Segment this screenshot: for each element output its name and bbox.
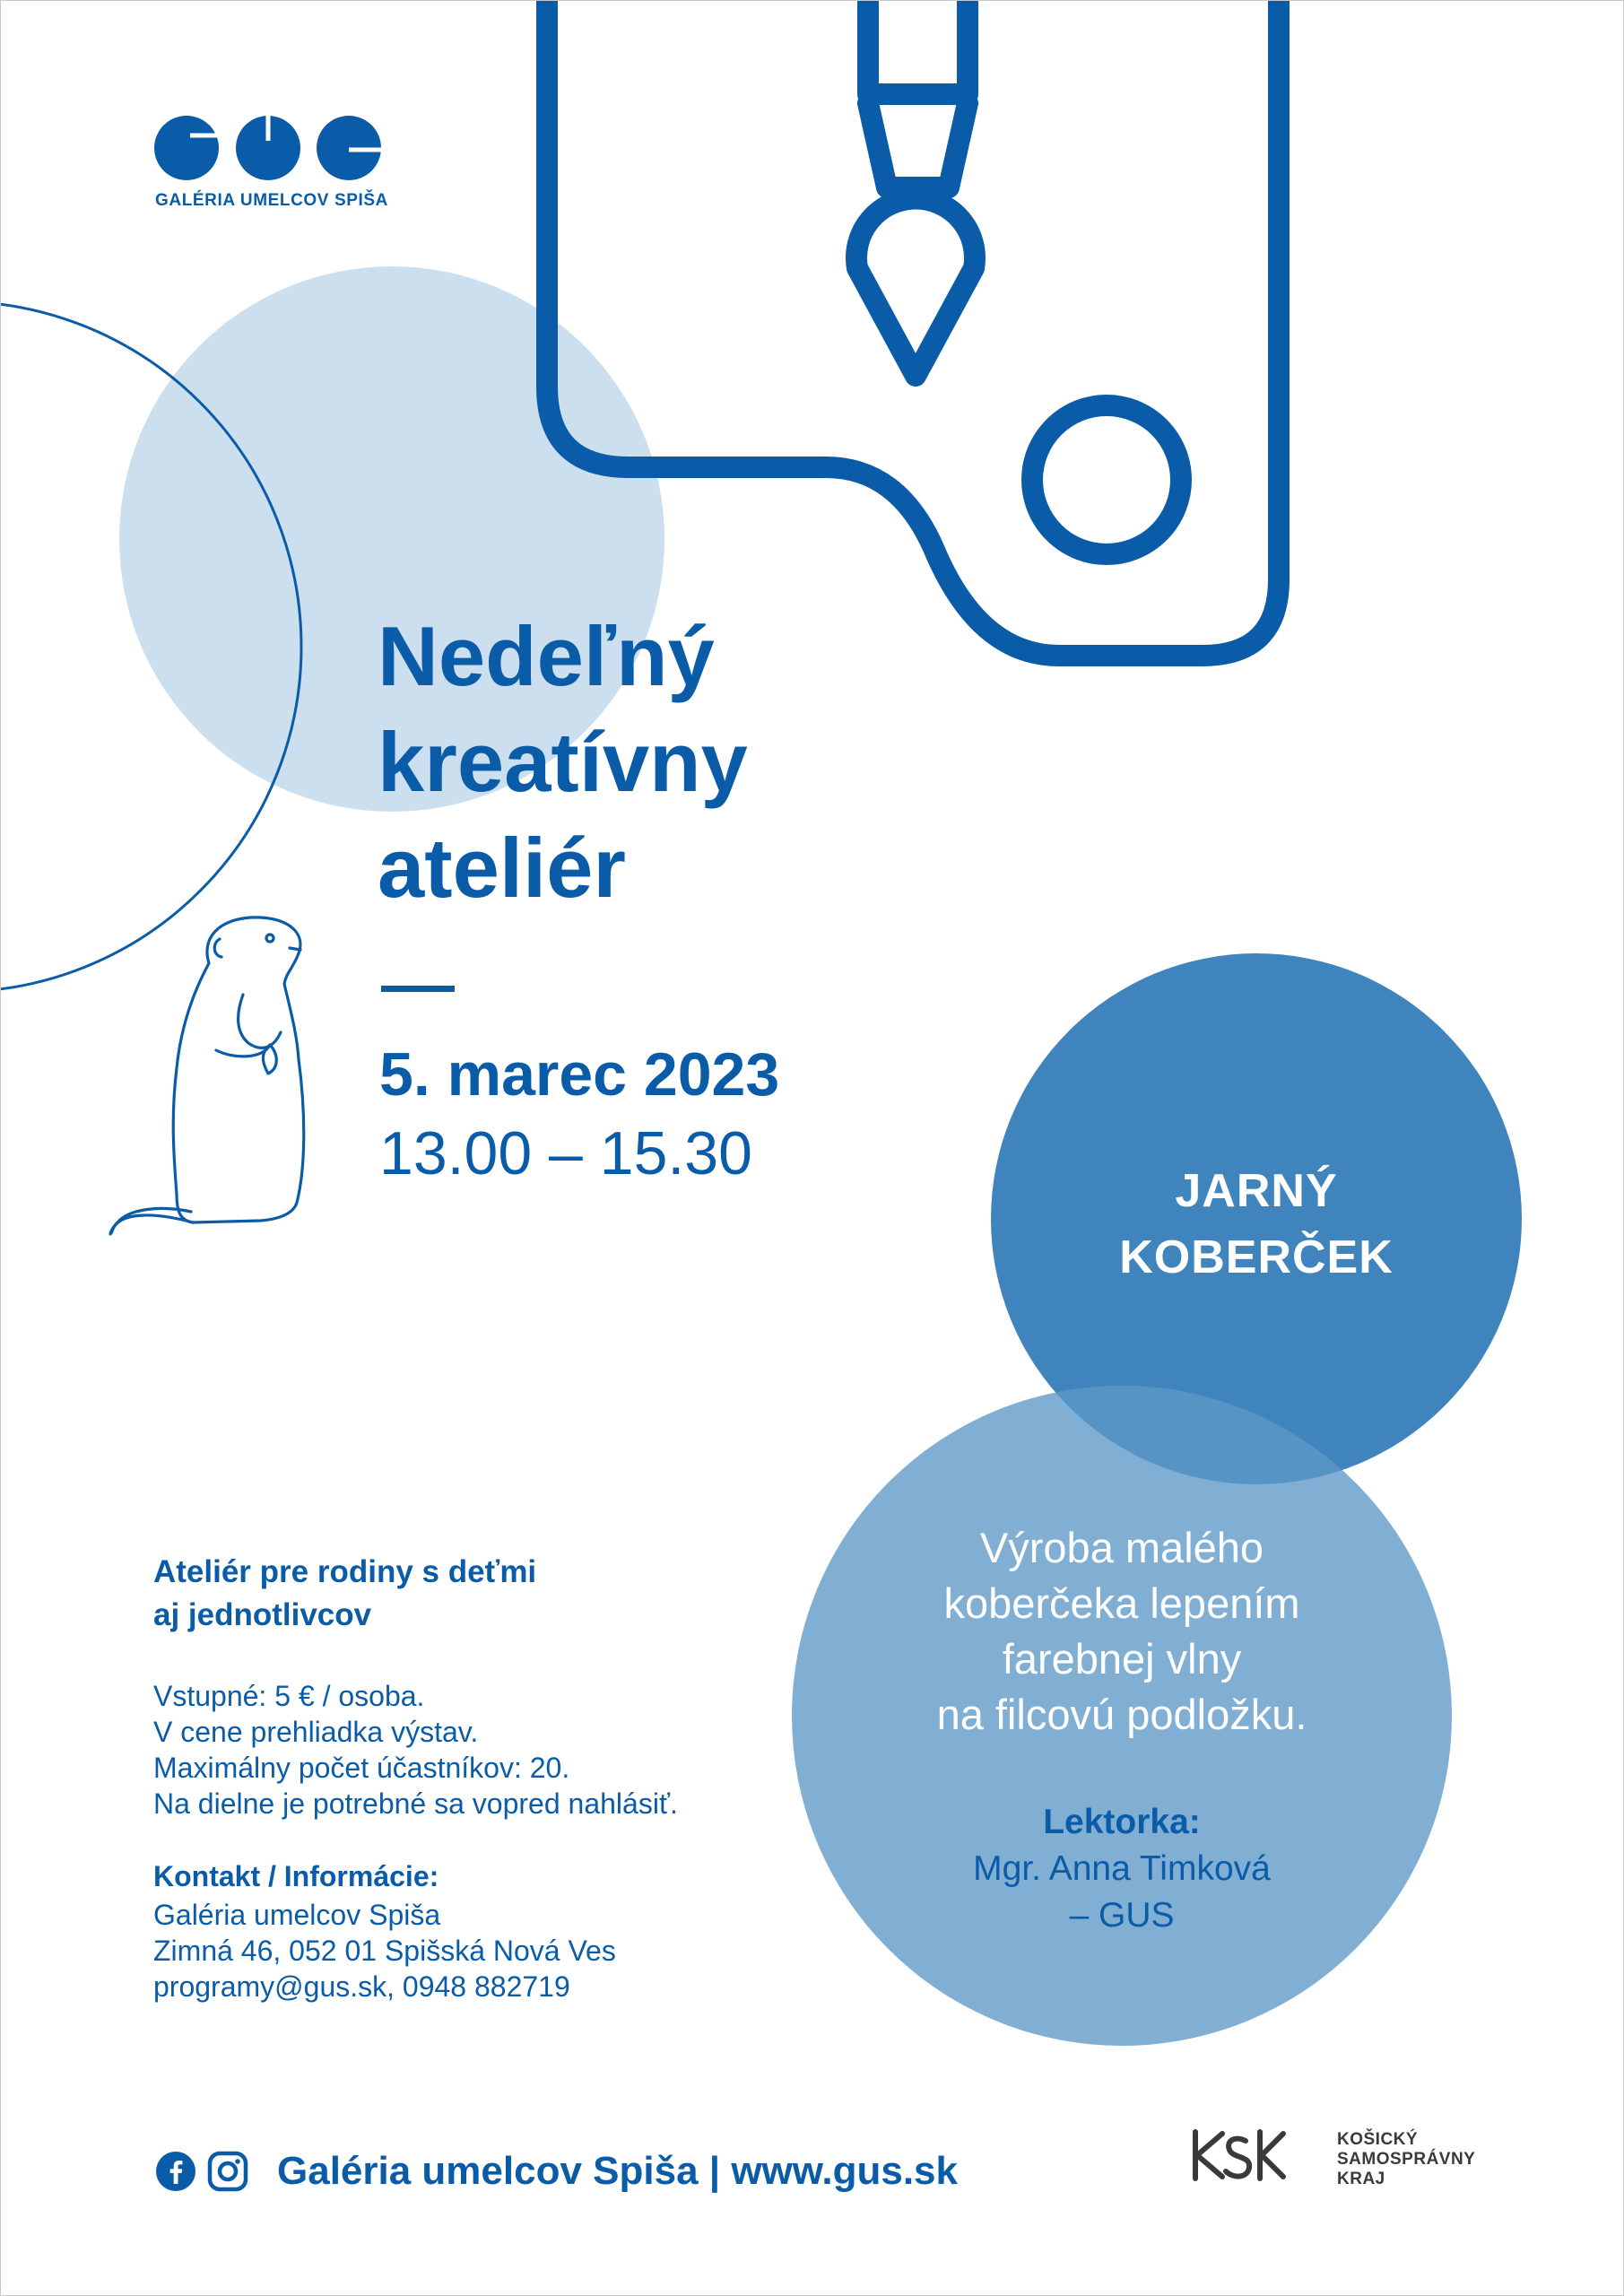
info-line: Maximálny počet účastníkov: 20. (153, 1752, 570, 1784)
facebook-icon[interactable] (155, 2151, 196, 2192)
partner-line: KRAJ (1337, 2170, 1385, 2188)
event-date: 5. marec 2023 (379, 1040, 780, 1109)
contact-email-phone[interactable]: programy@gus.sk, 0948 882719 (153, 1970, 570, 2003)
marmot-illustration-icon (110, 918, 304, 1234)
partner-line: KOŠICKÝ (1337, 2130, 1419, 2149)
lecturer-block (792, 1799, 1452, 1939)
title-line: ateliér (378, 821, 626, 915)
lecturer-name: Mgr. Anna Timková (973, 1849, 1271, 1888)
description-line: farebnej vlny (1002, 1635, 1242, 1683)
contact-line: Zimná 46, 052 01 Spišská Nová Ves (153, 1935, 616, 1967)
divider (381, 986, 455, 992)
info-line: Na dielne je potrebné sa vopred nahlásiť. (153, 1787, 678, 1820)
lecturer-org: – GUS (1069, 1896, 1175, 1935)
footer (155, 2144, 958, 2198)
title-line: kreatívny (378, 715, 748, 809)
logo-caption: GALÉRIA UMELCOV SPIŠA (155, 191, 388, 210)
contact-heading: Kontakt / Informácie: (153, 1860, 439, 1892)
info-line: Vstupné: 5 € / osoba. (153, 1680, 425, 1712)
workshop-name (992, 1158, 1521, 1291)
page-title (378, 604, 748, 921)
paintbrush-icon (856, 1, 975, 376)
event-time: 13.00 – 15.30 (379, 1119, 752, 1187)
footer-text[interactable]: Galéria umelcov Spiša | www.gus.sk (277, 2149, 958, 2193)
description-line: koberčeka lepením (943, 1579, 1300, 1627)
info-heading: aj jednotlivcov (153, 1597, 372, 1632)
workshop-description (792, 1520, 1452, 1743)
info-heading: Ateliér pre rodiny s deťmi (153, 1554, 537, 1589)
ksk-logo-icon (1190, 2119, 1289, 2191)
gus-logo-icon (154, 112, 386, 180)
title-line: Nedeľný (378, 609, 715, 703)
palette-hole-icon (1032, 405, 1181, 554)
instagram-icon[interactable] (207, 2151, 248, 2192)
description-line: na filcovú podložku. (936, 1691, 1307, 1738)
description-line: Výroba malého (979, 1524, 1264, 1571)
workshop-name-line: KOBERČEK (1119, 1231, 1394, 1283)
partner-name (1337, 2130, 1475, 2189)
lecturer-label: Lektorka: (1043, 1803, 1201, 1841)
contact-line: Galéria umelcov Spiša (153, 1899, 441, 1931)
info-line: V cene prehliadka výstav. (153, 1716, 479, 1748)
info-block (153, 1551, 781, 2005)
partner-line: SAMOSPRÁVNY (1337, 2150, 1476, 2169)
workshop-name-line: JARNÝ (1175, 1165, 1338, 1217)
